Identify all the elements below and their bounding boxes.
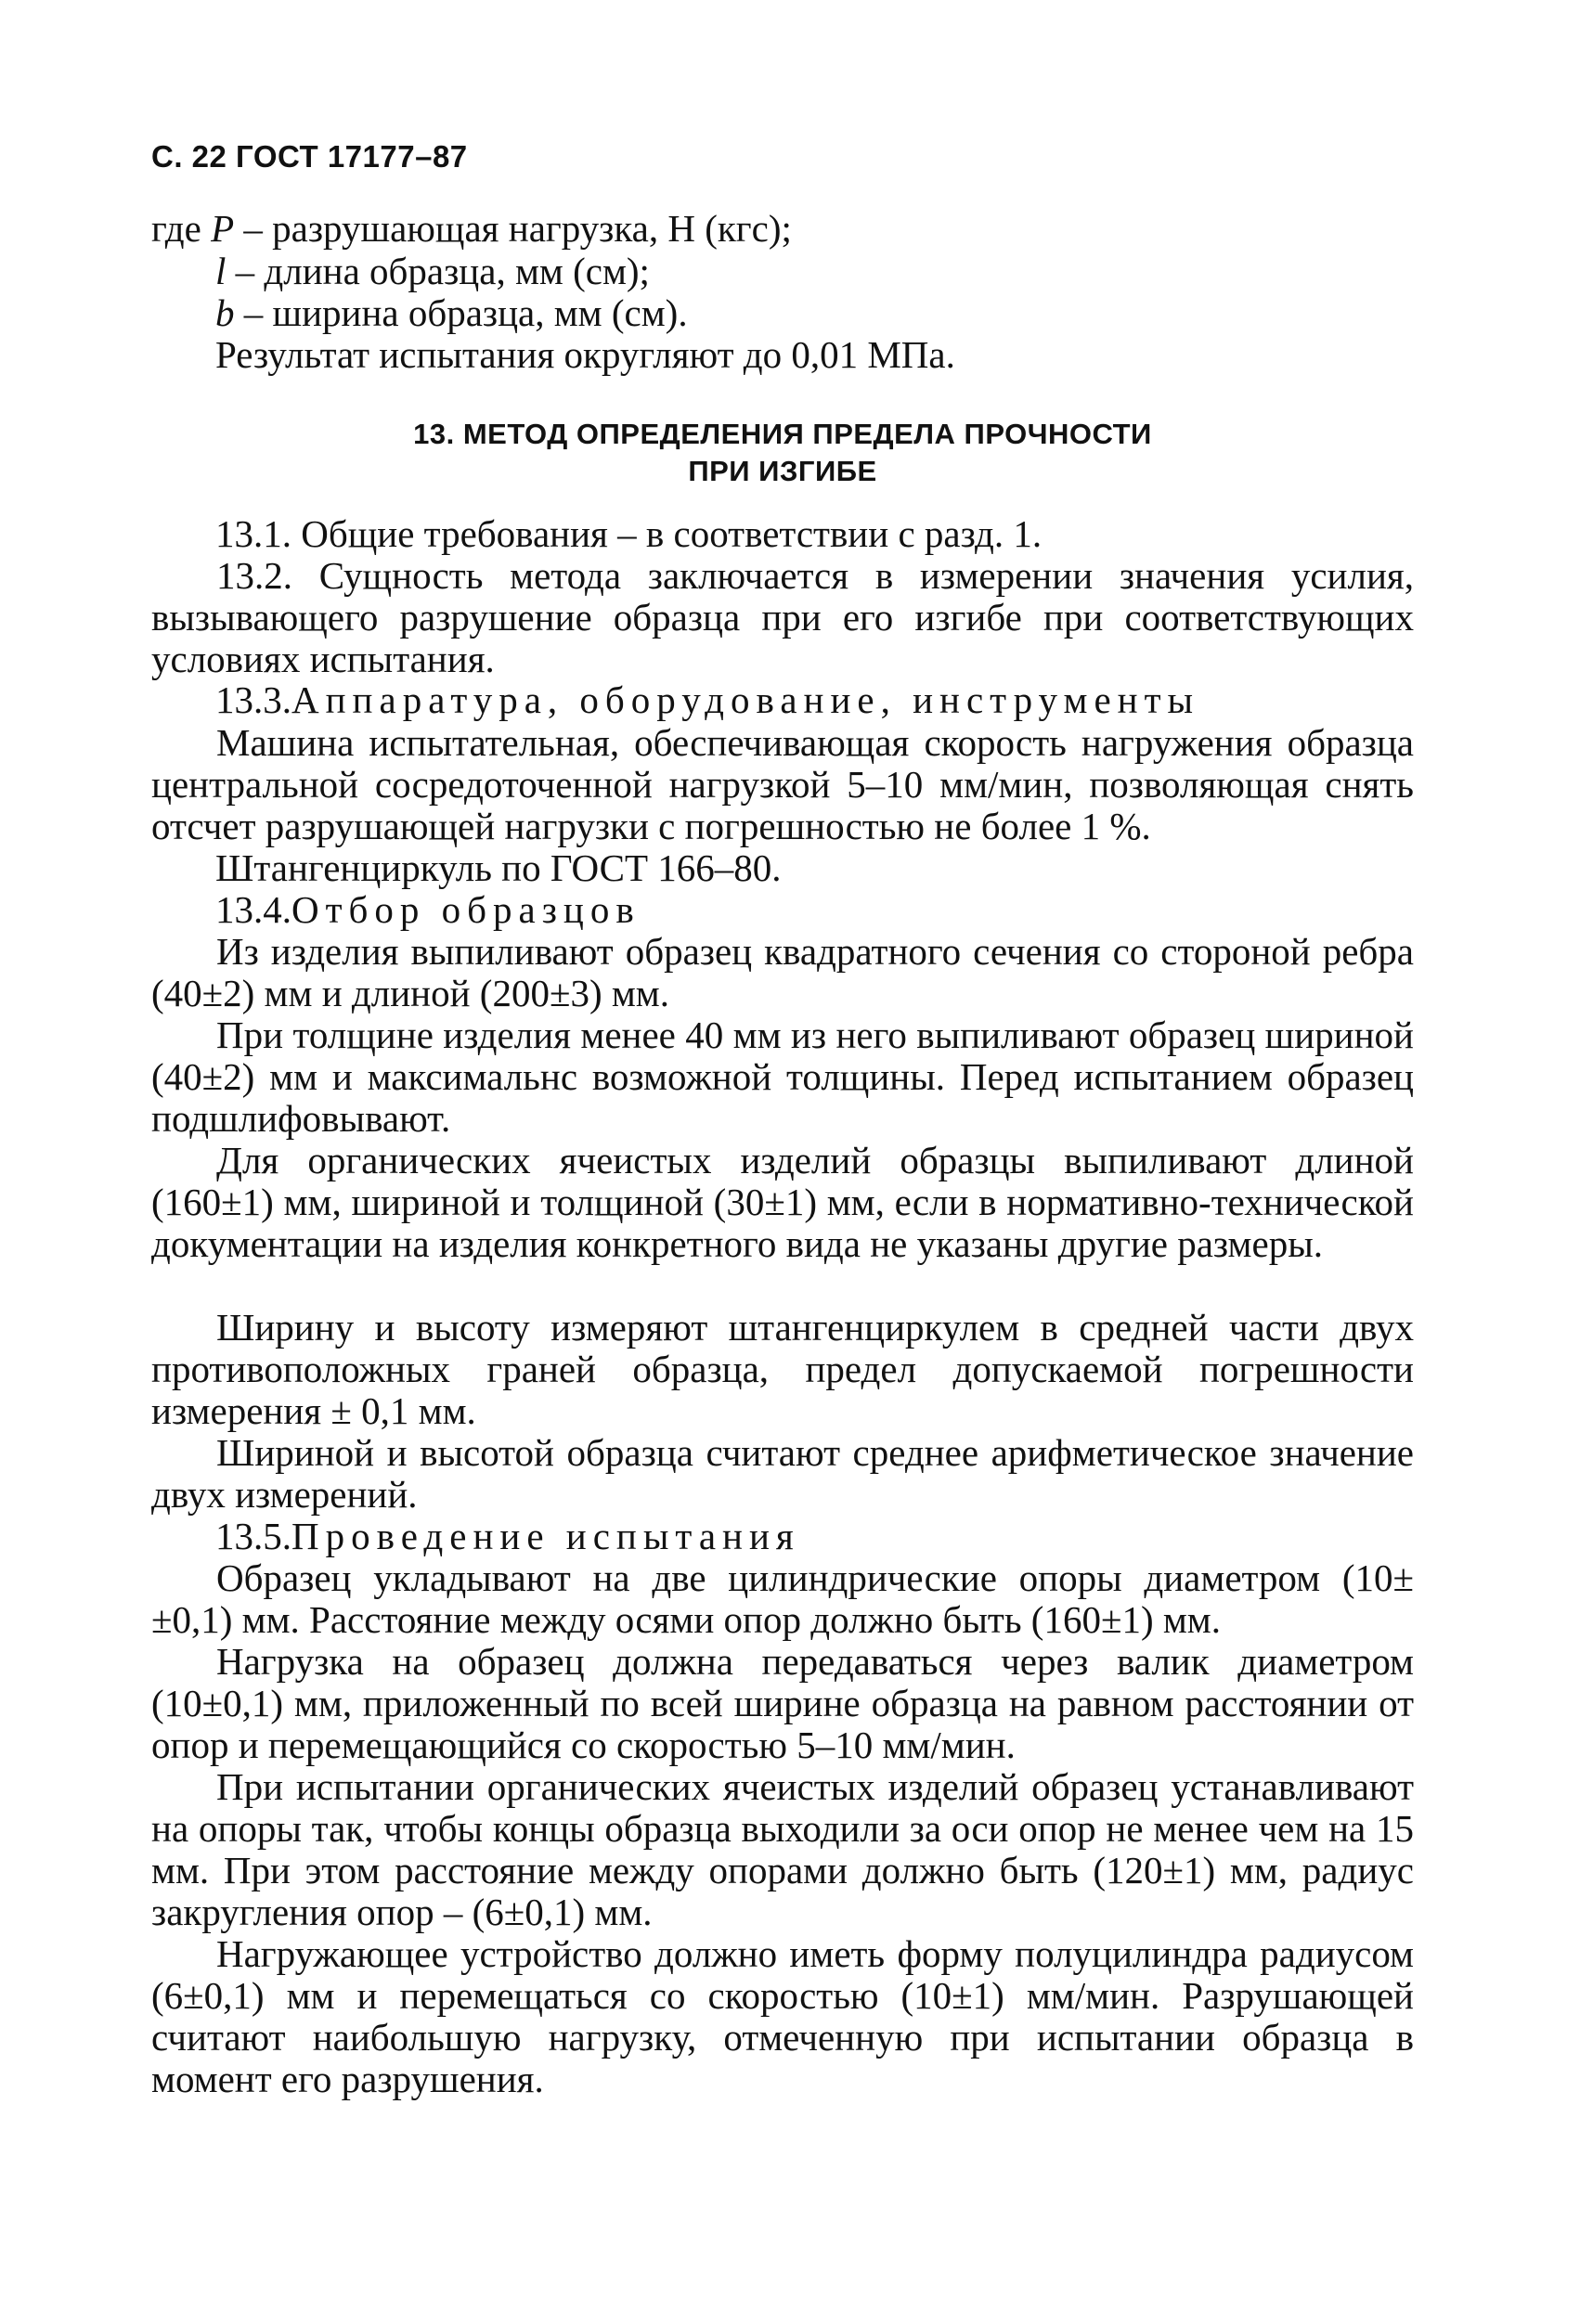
- subsection-13-3-number: 13.3.: [215, 678, 291, 721]
- definition-p: [151, 208, 792, 250]
- paragraph-13-3-machine: Машина испытательная, обеспечивающая скорость нагружения образца центральной сосредоточенной нагрузкой 5–10 мм/мин, позволяющая снять отсчет разрушающей нагрузки с погрешностью не более 1 %.: [151, 721, 1414, 847]
- subsection-13-5-heading: [215, 1516, 800, 1557]
- paragraph-13-5-load: Нагрузка на образец должна передаваться через валик диаметром (10±0,1) мм, приложенный по всей ширине образца на равном расстоянии от опор и перемещающийся со скоростью 5–10 мм/мин.: [151, 1640, 1414, 1766]
- symbol-b: b: [215, 291, 235, 334]
- paragraph-13-1: 13.1. Общие требования – в соответствии с разд. 1.: [215, 512, 1043, 555]
- page-header: С. 22 ГОСТ 17177–87: [151, 139, 468, 174]
- definition-l: [215, 251, 650, 292]
- subsection-13-3-heading: [215, 679, 1199, 721]
- symbol-p: P: [211, 207, 235, 250]
- def-l-text: – длина образца, мм (см);: [226, 250, 650, 292]
- subsection-13-5-title: Проведение испытания: [291, 1515, 800, 1557]
- paragraph-13-4-measure: Ширину и высоту измеряют штангенциркулем в средней части двух противоположных граней образца, предел допускаемой погрешности измерения ± 0,1 мм.: [151, 1306, 1414, 1432]
- paragraph-13-4-sample: Из изделия выпиливают образец квадратного сечения со стороной ребра (40±2) мм и длиной (200±3) мм.: [151, 930, 1414, 1014]
- paragraph-13-4-mean: Шириной и высотой образца считают среднее арифметическое значение двух измерений.: [151, 1431, 1414, 1516]
- section-title-line-2: ПРИ ИЗГИБЕ: [688, 455, 877, 487]
- def-b-text: – ширина образца, мм (см).: [234, 291, 688, 334]
- subsection-13-4-number: 13.4.: [215, 888, 291, 931]
- subsection-13-5-number: 13.5.: [215, 1515, 291, 1557]
- paragraph-13-5-loading-device: Нагружающее устройство должно иметь форму полуцилиндра радиусом (6±0,1) мм и перемещаться со скоростью (10±1) мм/мин. Разрушающей считают наибольшую нагрузку, отмеченную при испытании образца в момент его разрушения.: [151, 1932, 1414, 2100]
- def-prefix: где: [151, 207, 212, 250]
- paragraph-13-4-thickness: При толщине изделия менее 40 мм из него выпиливают образец шириной (40±2) мм и максимальнс возможной толщины. Перед испытанием образец подшлифовывают.: [151, 1014, 1414, 1140]
- def-p-text: – разрушающая нагрузка, Н (кгс);: [234, 207, 792, 250]
- subsection-13-4-heading: [215, 889, 641, 931]
- result-rounding: Результат испытания округляют до 0,01 МПа.: [215, 333, 955, 376]
- subsection-13-3-title: Аппаратура, оборудование, инструменты: [291, 678, 1200, 721]
- section-title: [151, 416, 1414, 490]
- paragraph-13-3-caliper: Штангенциркуль по ГОСТ 166–80.: [215, 846, 782, 889]
- definition-b: [215, 292, 688, 334]
- paragraph-13-2: 13.2. Сущность метода заключается в измерении значения усилия, вызывающего разрушение образца при его изгибе при соответствующих условиях испытания.: [151, 554, 1414, 680]
- paragraph-13-5-supports: Образец укладывают на две цилиндрические опоры диаметром (10± ±0,1) мм. Расстояние между осями опор должно быть (160±1) мм.: [151, 1556, 1414, 1641]
- section-title-line-1: 13. МЕТОД ОПРЕДЕЛЕНИЯ ПРЕДЕЛА ПРОЧНОСТИ: [413, 418, 1152, 450]
- paragraph-13-4-organic: Для органических ячеистых изделий образцы выпиливают длиной (160±1) мм, шириной и толщиной (30±1) мм, если в нормативно-технической документации на изделия конкретного вида не указаны другие размеры.: [151, 1139, 1414, 1265]
- subsection-13-4-title: Отбор образцов: [291, 888, 641, 931]
- paragraph-13-5-organic: При испытании органических ячеистых изделий образец устанавливают на опоры так, чтобы концы образца выходили за оси опор не менее чем на 15 мм. При этом расстояние между опорами должно быть (120±1) мм, радиус закругления опор – (6±0,1) мм.: [151, 1765, 1414, 1933]
- symbol-l: l: [215, 250, 227, 292]
